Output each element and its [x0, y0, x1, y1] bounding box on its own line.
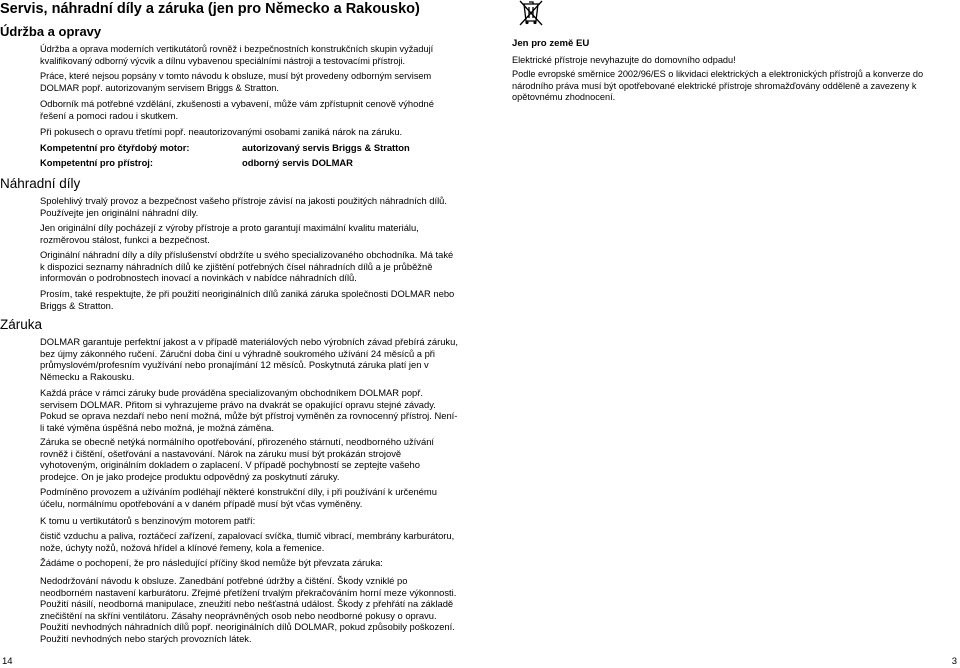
section-title-warranty: Záruka [0, 317, 43, 332]
competence-engine-label: Kompetentní pro čtyřdobý motor: [40, 142, 190, 153]
page-number-right: 3 [951, 656, 957, 667]
warranty-paragraph-7: Žádáme o pochopení, že pro následující příčiny škod nemůže být převzata záruka: [40, 557, 383, 568]
warranty-paragraph-1: DOLMAR garantuje perfektní jakost a v případě materiálových nebo výrobních závad přebírá záruku, bez újmy zákonného ručení. Záruční doba činí u výhradně soukromého užívání 24 měsíců a při průmyslovém/profesním využívání nebo pronajímání 12 měsíců. Poskytnutá záruka platí jen v Německu a Rakousku. [40, 336, 458, 382]
parts-paragraph-4: Prosím, také respektujte, že při použití neoriginálních dílů zaniká záruka společnosti DOLMAR nebo Briggs & Stratton. [40, 288, 455, 311]
crossed-out-wheelie-bin-icon [518, 0, 544, 26]
parts-paragraph-2: Jen originální díly pocházejí z výroby přístroje a proto garantují maximální kvalitu materiálu, rozměrovou stálost, funkci a bezpečnost. [40, 222, 419, 245]
warranty-paragraph-2: Každá práce v rámci záruky bude prováděna specializovaným obchodníkem DOLMAR popř. servisem DOLMAR. Přitom si vyhrazujeme právo na dvakrát se opakující opravu stejné závady. Pokud se oprava nezdaří nebo není možná, může být přístroj vyměněn za rovnocenný přístroj. Není-li také výměna úspěšná nebo možná, je možná záměna. [40, 387, 458, 433]
warranty-paragraph-8: Nedodržování návodu k obsluze. Zanedbání potřebné údržby a čištění. Škody vzniklé po neodborném nastavení karburátoru. Zřejmé přetížení trvalým překračováním horní meze výkonnosti. Použití násilí, neodborná manipulace, zneužití nebo nešťastná událost. Škody z přehřátí na základě znečištění na skříni ventilátoru. Zásahy neoprávněných osob nebo neodborné pokusy o opravu. Použití nevhodných náhradních dílů popř. neoriginálních dílů DOLMAR, pokud způsobily poškození. Použití nevhodných nebo starých provozních látek. [40, 575, 457, 644]
page-number-left: 14 [2, 656, 13, 667]
eu-section-title: Jen pro země EU [512, 38, 590, 49]
page-title: Servis, náhradní díly a záruka (jen pro Německo a Rakousko) [0, 1, 420, 17]
warranty-paragraph-4: Podmíněno provozem a užíváním podléhají některé konstrukční díly, i při používání k určenému účelu, normálnímu opotřebování a v daném případě musí být včas vyměněny. [40, 486, 437, 509]
parts-paragraph-3: Originální náhradní díly a díly příslušenství obdržíte u svého specializovaného obchodníka. Má také k dispozici seznamy náhradních dílů ke zjištění potřebných čísel náhradních dílů a je průběžně informován o podrobnostech inovací a novinkách v nabídce náhradních dílů. [40, 249, 454, 283]
maintenance-paragraph-3: Odborník má potřebné vzdělání, zkušenosti a vybavení, může vám zpřístupnit cenově výhodné řešení a pomoci radou i skutkem. [40, 98, 434, 121]
section-title-maintenance: Údržba a opravy [0, 24, 102, 39]
section-title-spare-parts: Náhradní díly [0, 176, 81, 191]
maintenance-paragraph-4: Při pokusech o opravu třetími popř. neautorizovanými osobami zaniká nárok na záruku. [40, 126, 403, 137]
warranty-paragraph-6: čistič vzduchu a paliva, roztáčecí zařízení, zapalovací svíčka, tlumič vibrací, membrány karburátoru, nože, úchyty nožů, nožová hřídel a klínové řemeny, kola a řemenice. [40, 530, 455, 553]
maintenance-paragraph-1: Údržba a oprava moderních vertikutátorů rovněž i bezpečnostních konstrukčních skupin vyžadují kvalifikovaný odborný výcvik a dílnu vybavenou speciálními nástroji a testovacími přístroji. [40, 44, 434, 66]
warranty-paragraph-3: Záruka se obecně netýká normálního opotřebování, přirozeného stárnutí, neodborného užívání rovněž i čištění, ošetřování a nastavování. Nárok na záruku musí být prokázán strojově vyhotoveným, originálním dokladem o zaplacení. V případě pochybností se zeptejte vašeho prodejce. On je jako prodejce produktu odpovědný za poskytnutí záruky. [40, 436, 435, 482]
warranty-paragraph-5: K tomu u vertikutátorů s benzinovým motorem patří: [40, 515, 256, 526]
competence-engine-value: autorizovaný servis Briggs & Stratton [242, 142, 410, 153]
maintenance-paragraph-2: Práce, které nejsou popsány v tomto návodu k obsluze, musí být provedeny odborným servisem DOLMAR popř. autorizovaným servisem Briggs & Stratton. [40, 71, 432, 93]
competence-device-label: Kompetentní pro přístroj: [40, 157, 154, 168]
competence-device-value: odborný servis DOLMAR [242, 157, 353, 168]
eu-paragraph-2: Podle evropské směrnice 2002/96/ES o likvidaci elektrických a elektronických přístrojů a konverze do národního práva musí být opotřebované elektrické přístroje shromažďovány odděleně a zavezeny k opětovnému zhodnocení. [512, 69, 924, 102]
eu-paragraph-1: Elektrické přístroje nevyhazujte do domovního odpadu! [512, 55, 736, 65]
parts-paragraph-1: Spolehlivý trvalý provoz a bezpečnost vašeho přístroje závisí na jakosti použitých náhradních dílů. Používejte jen originální náhradní díly. [40, 195, 447, 218]
